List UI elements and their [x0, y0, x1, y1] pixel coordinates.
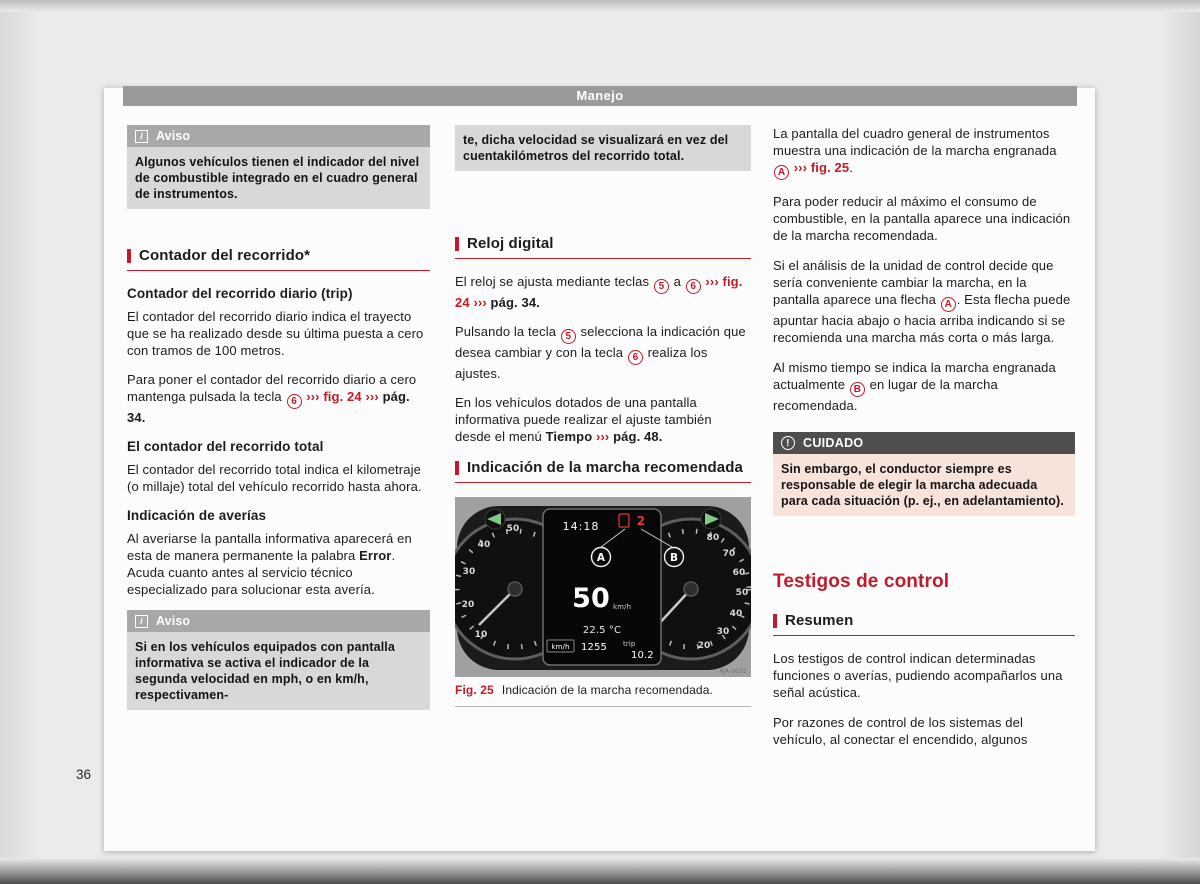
- caution-body: Sin embargo, el conductor siempre es responsable de elegir la marcha adecuada para cada situación (p. ej., en adelantamiento).: [773, 454, 1075, 516]
- notice-body: te, dicha velocidad se visualizará en vez del cuentakilómetros del recorrido total.: [455, 125, 751, 171]
- tach-number: 40: [477, 540, 491, 550]
- heading-red-bar: [455, 461, 459, 475]
- text-segment: ››› fig. 24: [306, 389, 362, 404]
- key-circle: 5: [561, 329, 576, 344]
- key-circle: B: [850, 382, 865, 397]
- paragraph-trip-2: [127, 371, 430, 426]
- paragraph-trip-1: El contador del recorrido diario indica el trayecto que se ha realizado desde su última puesta a cero con tramos de 100 metros.: [127, 309, 424, 358]
- paragraph-marcha-2: Para poder reducir al máximo el consumo de combustible, en la pantalla aparece una indicación de la marcha recomendada.: [773, 194, 1071, 243]
- heading-red-bar: [773, 614, 777, 628]
- notice-title: Aviso: [156, 613, 191, 628]
- paragraph-marcha-4: [773, 359, 1075, 414]
- notice-header: [127, 610, 430, 632]
- scan-top-shadow: [0, 0, 1200, 12]
- notice-body: Algunos vehículos tienen el indicador del nivel de combustible integrado en el cuadro general de instrumentos.: [127, 147, 430, 209]
- speedo-number: 40: [729, 609, 743, 619]
- temperature-value: 22.5 °C: [582, 625, 622, 636]
- text-segment: El reloj se ajusta mediante teclas: [455, 274, 653, 289]
- notice-title: Aviso: [156, 128, 191, 143]
- scan-bottom-shadow: [0, 858, 1200, 884]
- subheading-total: El contador del recorrido total: [127, 439, 324, 454]
- caution-title: CUIDADO: [803, 435, 864, 450]
- text-segment: ›››: [596, 429, 610, 444]
- section-heading-text: Resumen: [785, 612, 854, 629]
- text-segment: Error: [359, 548, 392, 563]
- text-segment: ››› fig. 24: [455, 274, 743, 310]
- paragraph-averias: [127, 530, 430, 598]
- speedo-number: 50: [735, 588, 749, 598]
- key-circle: 6: [628, 350, 643, 365]
- section-heading-contador: [127, 247, 430, 271]
- paragraph-testigos-1: Los testigos de control indican determinadas funciones o averías, pudiendo acompañarlos una señal acústica.: [773, 651, 1063, 700]
- text-segment: . Acuda cuanto antes al servicio técnico especializado para solucionar esta avería.: [127, 548, 396, 597]
- key-circle: 5: [654, 279, 669, 294]
- caution-icon: !: [781, 436, 795, 450]
- chapter-section-title: Testigos de control: [773, 571, 950, 592]
- text-segment: pág. 34.: [486, 295, 540, 310]
- info-icon: i: [135, 615, 148, 628]
- column-middle: [455, 125, 751, 707]
- needle-hub: [508, 582, 522, 596]
- text-segment: ›››: [365, 389, 379, 404]
- gear-indicator: 2: [636, 514, 646, 528]
- chapter-banner: [123, 86, 1077, 106]
- turn-signal-right-icon: [701, 509, 721, 529]
- section-heading-reloj: [455, 235, 751, 259]
- callout-b-letter: B: [669, 552, 679, 564]
- text-segment: La pantalla del cuadro general de instrumentos muestra una indicación de la marcha engranada: [773, 126, 1057, 158]
- section-heading-text: Indicación de la marcha recomendada: [467, 459, 743, 476]
- text-segment: En los vehículos dotados de una pantalla informativa puede realizar el ajuste también desde el menú: [455, 395, 712, 444]
- notice-box-fuel: [127, 125, 430, 209]
- notice-body: Si en los vehículos equipados con pantalla informativa se activa el indicador de la segunda velocidad en mph, o en km/h, respectivamen-: [127, 632, 430, 710]
- central-display: [543, 509, 672, 665]
- tach-number: 50: [506, 524, 520, 534]
- column-left: [127, 125, 430, 710]
- speedo-number: 60: [732, 568, 746, 578]
- figure-25-caption: [455, 677, 751, 707]
- tach-number: 30: [462, 567, 476, 577]
- heading-red-bar: [127, 249, 131, 263]
- figure-25-image: [455, 497, 751, 677]
- paragraph-marcha-1: [773, 125, 1075, 180]
- key-circle: 6: [287, 394, 302, 409]
- text-segment: Para poner el contador del recorrido diario a cero mantenga pulsada la tecla: [127, 372, 417, 404]
- speedo-number: 80: [706, 533, 720, 543]
- text-segment: Pulsando la tecla: [455, 324, 560, 339]
- turn-signal-left-icon: [485, 509, 505, 529]
- notice-box-mph: [127, 610, 430, 710]
- text-segment: .: [849, 160, 853, 175]
- speedo-number: 70: [722, 549, 736, 559]
- tach-number: 20: [461, 600, 475, 610]
- section-heading-resumen: [773, 612, 1075, 636]
- speedo-number: 20: [697, 641, 711, 651]
- text-segment: Indicación de la marcha recomendada.: [501, 683, 713, 697]
- needle-hub: [684, 582, 698, 596]
- info-icon: i: [135, 130, 148, 143]
- tach-number: 10: [474, 630, 488, 640]
- paragraph-reloj-2: [455, 323, 751, 382]
- heading-red-bar: [455, 237, 459, 251]
- text-segment: Al averiarse la pantalla informativa aparecerá en esta de manera permanente la palabra: [127, 531, 412, 563]
- paragraph-total: El contador del recorrido total indica el kilometraje (o millaje) total del vehículo recorrido hasta ahora.: [127, 462, 422, 494]
- key-circle: A: [774, 165, 789, 180]
- callout-a-letter: A: [596, 552, 606, 564]
- text-segment: Tiempo: [545, 429, 593, 444]
- notice-continuation-box: [455, 125, 751, 171]
- text-segment: Fig. 25: [455, 683, 494, 697]
- key-circle: 6: [686, 279, 701, 294]
- subheading-averias: Indicación de averías: [127, 508, 267, 523]
- trip-value: 10.2: [631, 650, 654, 661]
- caution-box: [773, 432, 1075, 516]
- section-heading-marcha: [455, 459, 751, 483]
- text-segment: pág. 48.: [609, 429, 663, 444]
- section-heading-text: Contador del recorrido*: [139, 247, 311, 264]
- caution-header: [773, 432, 1075, 454]
- page-number: 36: [76, 767, 92, 782]
- cluster-clock: 14:18: [562, 520, 600, 533]
- text-segment: realiza los ajustes.: [455, 345, 708, 381]
- subheading-trip: Contador del recorrido diario (trip): [127, 286, 353, 301]
- speed-unit: km/h: [613, 603, 632, 611]
- text-segment: a: [669, 274, 685, 289]
- section-heading-text: Reloj digital: [467, 235, 554, 252]
- speed-value: 50: [572, 583, 610, 614]
- text-segment: ››› fig. 25: [793, 160, 850, 175]
- text-segment: selecciona la indicación que desea cambiar y con la tecla: [455, 324, 746, 360]
- paragraph-reloj-1: [455, 273, 751, 311]
- trip-label: trip: [623, 640, 636, 648]
- text-segment: en lugar de la marcha recomendada.: [773, 377, 998, 413]
- paragraph-testigos-2: Por razones de control de los sistemas del vehículo, al conectar el encendido, algunos: [773, 715, 1028, 747]
- paragraph-marcha-3: [773, 257, 1075, 346]
- column-right: [773, 125, 1075, 761]
- text-segment: Al mismo tiempo se indica la marcha engranada actualmente: [773, 360, 1056, 392]
- text-segment: pág. 34.: [127, 389, 410, 425]
- key-circle: A: [941, 297, 956, 312]
- text-segment: ›››: [473, 295, 487, 310]
- text-segment: . Esta flecha puede apuntar hacia abajo o hacia arriba indicando si se recomienda una marcha más corta o más larga.: [773, 292, 1071, 345]
- chapter-title: Manejo: [576, 88, 624, 103]
- odometer-value: 1255: [581, 642, 607, 653]
- image-code: 4JA-0031: [719, 668, 747, 675]
- notice-header: [127, 125, 430, 147]
- text-segment: Si el análisis de la unidad de control decide que sería conveniente cambiar la marcha, en la pantalla aparece una flecha: [773, 258, 1054, 307]
- speedo-number: 30: [716, 627, 730, 637]
- paragraph-reloj-3: [455, 394, 751, 445]
- odometer-unit: km/h: [551, 643, 570, 651]
